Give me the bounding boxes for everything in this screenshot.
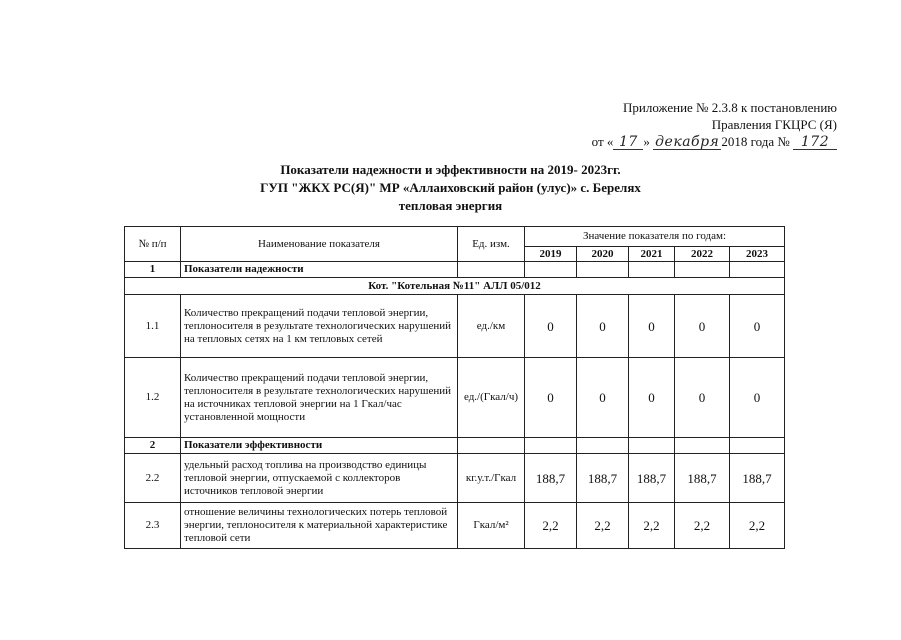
row-name: Количество прекращений подачи тепловой энергии, теплоносителя в результате технологических нарушений на источниках тепловой энергии на 1 Гкал/час установленной мощности — [181, 358, 458, 438]
title-line1: Показатели надежности и эффективности на 2019- 2023гг. — [280, 162, 621, 177]
appendix-line2: Правления ГКЦРС (Я) — [711, 117, 837, 132]
table-row — [125, 503, 785, 549]
year-header: 2020 — [577, 247, 629, 262]
row-unit: Гкал/м² — [458, 503, 525, 549]
row-num: 1.1 — [125, 295, 181, 358]
date-quote-close: » — [643, 134, 650, 149]
boiler-subheader-row — [125, 278, 785, 295]
table-header-row — [125, 227, 785, 247]
row-value: 0 — [675, 295, 730, 358]
handwritten-day: 17 — [613, 135, 643, 150]
row-value: 0 — [577, 358, 629, 438]
row-value: 0 — [629, 295, 675, 358]
table-row — [125, 358, 785, 438]
row-value: 188,7 — [730, 454, 785, 503]
section-label: Показатели эффективности — [181, 438, 458, 454]
row-num: 2.3 — [125, 503, 181, 549]
section-label: Показатели надежности — [181, 262, 458, 278]
row-value: 2,2 — [525, 503, 577, 549]
document-title — [0, 161, 901, 215]
col-num-header: № п/п — [125, 227, 181, 262]
row-value: 188,7 — [629, 454, 675, 503]
row-value: 188,7 — [675, 454, 730, 503]
section-num: 2 — [125, 438, 181, 454]
row-value: 0 — [675, 358, 730, 438]
row-value: 0 — [525, 358, 577, 438]
row-unit: ед./(Гкал/ч) — [458, 358, 525, 438]
section-row — [125, 438, 785, 454]
row-value: 2,2 — [629, 503, 675, 549]
section-num: 1 — [125, 262, 181, 278]
row-value: 188,7 — [525, 454, 577, 503]
appendix-header — [592, 99, 837, 150]
col-name-header: Наименование показателя — [181, 227, 458, 262]
title-line2: ГУП "ЖКХ РС(Я)" МР «Аллаиховский район (улус)» с. Берелях — [260, 180, 641, 195]
col-unit-header: Ед. изм. — [458, 227, 525, 262]
handwritten-month: декабря — [655, 134, 720, 150]
col-values-header: Значение показателя по годам: — [525, 227, 785, 247]
row-value: 0 — [525, 295, 577, 358]
date-prefix: от « — [591, 134, 614, 149]
row-name: Количество прекращений подачи тепловой энергии, теплоносителя в результате технологических нарушений на тепловых сетях на 1 км тепловых сетей — [181, 295, 458, 358]
row-name: удельный расход топлива на производство единицы тепловой энергии, отпускаемой с коллекторов источников тепловой энергии — [181, 454, 458, 503]
row-value: 0 — [730, 358, 785, 438]
row-value: 0 — [730, 295, 785, 358]
table-row — [125, 454, 785, 503]
row-name: отношение величины технологических потерь тепловой энергии, теплоносителя к материальной характеристике тепловой сети — [181, 503, 458, 549]
year-header: 2019 — [525, 247, 577, 262]
appendix-date-line — [592, 133, 837, 150]
date-year-text: 2018 года № — [721, 134, 790, 149]
title-line3: тепловая энергия — [398, 198, 503, 213]
row-unit: кг.у.т./Гкал — [458, 454, 525, 503]
row-value: 2,2 — [730, 503, 785, 549]
row-value: 188,7 — [577, 454, 629, 503]
handwritten-number: 172 — [793, 135, 837, 150]
year-header: 2022 — [675, 247, 730, 262]
row-num: 2.2 — [125, 454, 181, 503]
row-value: 0 — [577, 295, 629, 358]
row-value: 2,2 — [675, 503, 730, 549]
table-row — [125, 295, 785, 358]
row-value: 2,2 — [577, 503, 629, 549]
section-row — [125, 262, 785, 278]
boiler-subheader: Кот. "Котельная №11" АЛЛ 05/012 — [125, 278, 785, 295]
row-value: 0 — [629, 358, 675, 438]
year-header: 2021 — [629, 247, 675, 262]
indicators-table — [124, 226, 785, 549]
row-unit: ед./км — [458, 295, 525, 358]
row-num: 1.2 — [125, 358, 181, 438]
year-header: 2023 — [730, 247, 785, 262]
appendix-line1: Приложение № 2.3.8 к постановлению — [623, 100, 837, 115]
